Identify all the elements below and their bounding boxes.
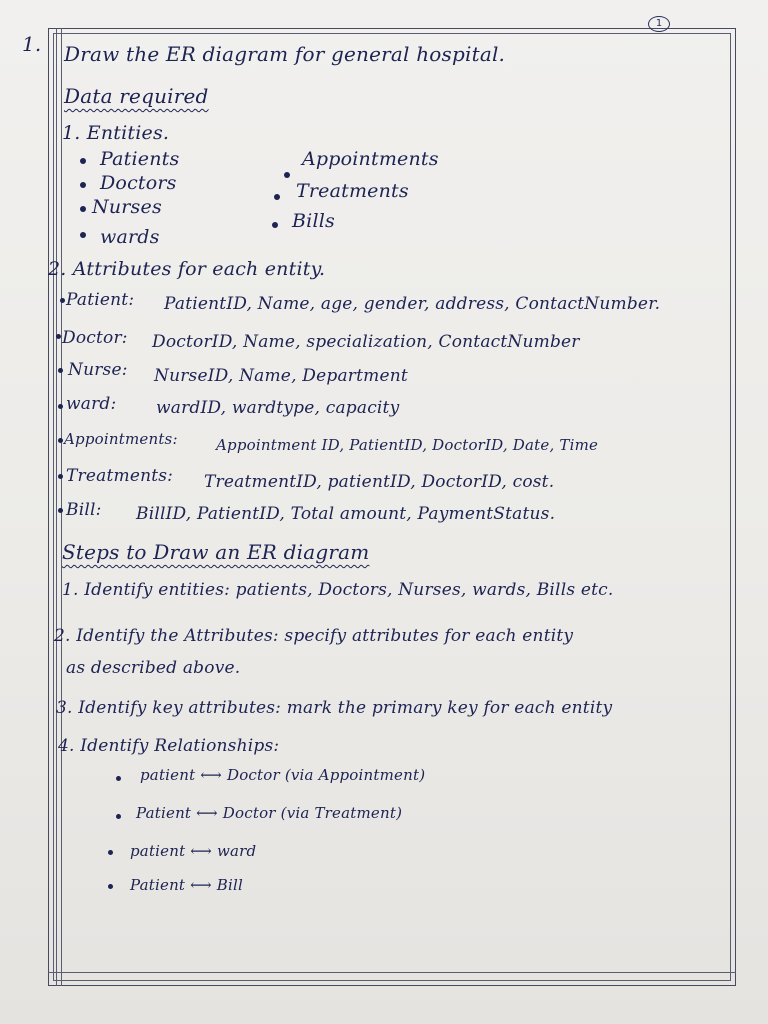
- bullet: [108, 884, 113, 889]
- entity-item: Doctors: [100, 172, 177, 194]
- bullet: [58, 404, 63, 409]
- entity-item: Patients: [100, 148, 180, 170]
- page-number-mark: 1: [648, 16, 670, 32]
- bullet: [116, 814, 121, 819]
- bullet: [80, 206, 86, 212]
- bullet: [108, 850, 113, 855]
- bullet: [58, 438, 63, 443]
- step-2: 2. Identify the Attributes: specify attributes for each entity: [54, 626, 574, 646]
- attribute-entity: Doctor:: [62, 328, 128, 348]
- attribute-fields: DoctorID, Name, specialization, ContactNumber: [152, 332, 580, 352]
- attribute-fields: TreatmentID, patientID, DoctorID, cost.: [204, 472, 555, 492]
- attribute-fields: NurseID, Name, Department: [154, 366, 408, 386]
- bullet: [60, 298, 65, 303]
- entity-item: Nurses: [92, 196, 162, 218]
- step-1: 1. Identify entities: patients, Doctors, Nurses, wards, Bills etc.: [62, 580, 614, 600]
- attribute-fields: BillID, PatientID, Total amount, PaymentStatus.: [136, 504, 556, 524]
- entity-item: wards: [100, 226, 160, 248]
- relationship-item: patient ⟷ Doctor (via Appointment): [140, 766, 426, 784]
- attribute-entity: Nurse:: [68, 360, 128, 380]
- relationship-item: Patient ⟷ Doctor (via Treatment): [136, 804, 403, 822]
- attribute-entity: ward:: [66, 394, 117, 414]
- bullet: [80, 182, 86, 188]
- attribute-fields: Appointment ID, PatientID, DoctorID, Date, Time: [216, 436, 599, 454]
- bottom-rule: [48, 972, 736, 973]
- step-3: 3. Identify key attributes: mark the primary key for each entity: [56, 698, 613, 718]
- bullet: [58, 508, 63, 513]
- entity-item: Bills: [292, 210, 335, 232]
- question-number: 1.: [22, 32, 42, 56]
- attributes-heading: 2. Attributes for each entity.: [48, 258, 326, 280]
- attribute-fields: PatientID, Name, age, gender, address, ContactNumber.: [164, 294, 661, 314]
- relationship-item: Patient ⟷ Bill: [130, 876, 244, 894]
- margin-line-second: [61, 28, 62, 986]
- attribute-entity: Treatments:: [66, 466, 174, 486]
- bullet: [58, 368, 63, 373]
- question-title: Draw the ER diagram for general hospital.: [64, 42, 506, 66]
- relationship-item: patient ⟷ ward: [130, 842, 257, 860]
- entity-item: Appointments: [302, 148, 439, 170]
- bullet: [58, 474, 63, 479]
- margin-line: [56, 28, 57, 986]
- attribute-entity: Bill:: [66, 500, 102, 520]
- entities-heading: 1. Entities.: [62, 122, 170, 144]
- bullet: [80, 232, 86, 238]
- attribute-entity: Patient:: [66, 290, 135, 310]
- bullet: [284, 172, 290, 178]
- bullet: [272, 222, 278, 228]
- bullet: [80, 158, 86, 164]
- attribute-fields: wardID, wardtype, capacity: [156, 398, 400, 418]
- bullet: [274, 194, 280, 200]
- bullet: [56, 334, 61, 339]
- step-2-continued: as described above.: [66, 658, 241, 678]
- bullet: [116, 776, 121, 781]
- steps-heading: Steps to Draw an ER diagram: [62, 540, 370, 564]
- attribute-entity: Appointments:: [64, 430, 178, 448]
- data-required-heading: Data required: [64, 84, 209, 108]
- step-4: 4. Identify Relationships:: [58, 736, 280, 756]
- entity-item: Treatments: [296, 180, 409, 202]
